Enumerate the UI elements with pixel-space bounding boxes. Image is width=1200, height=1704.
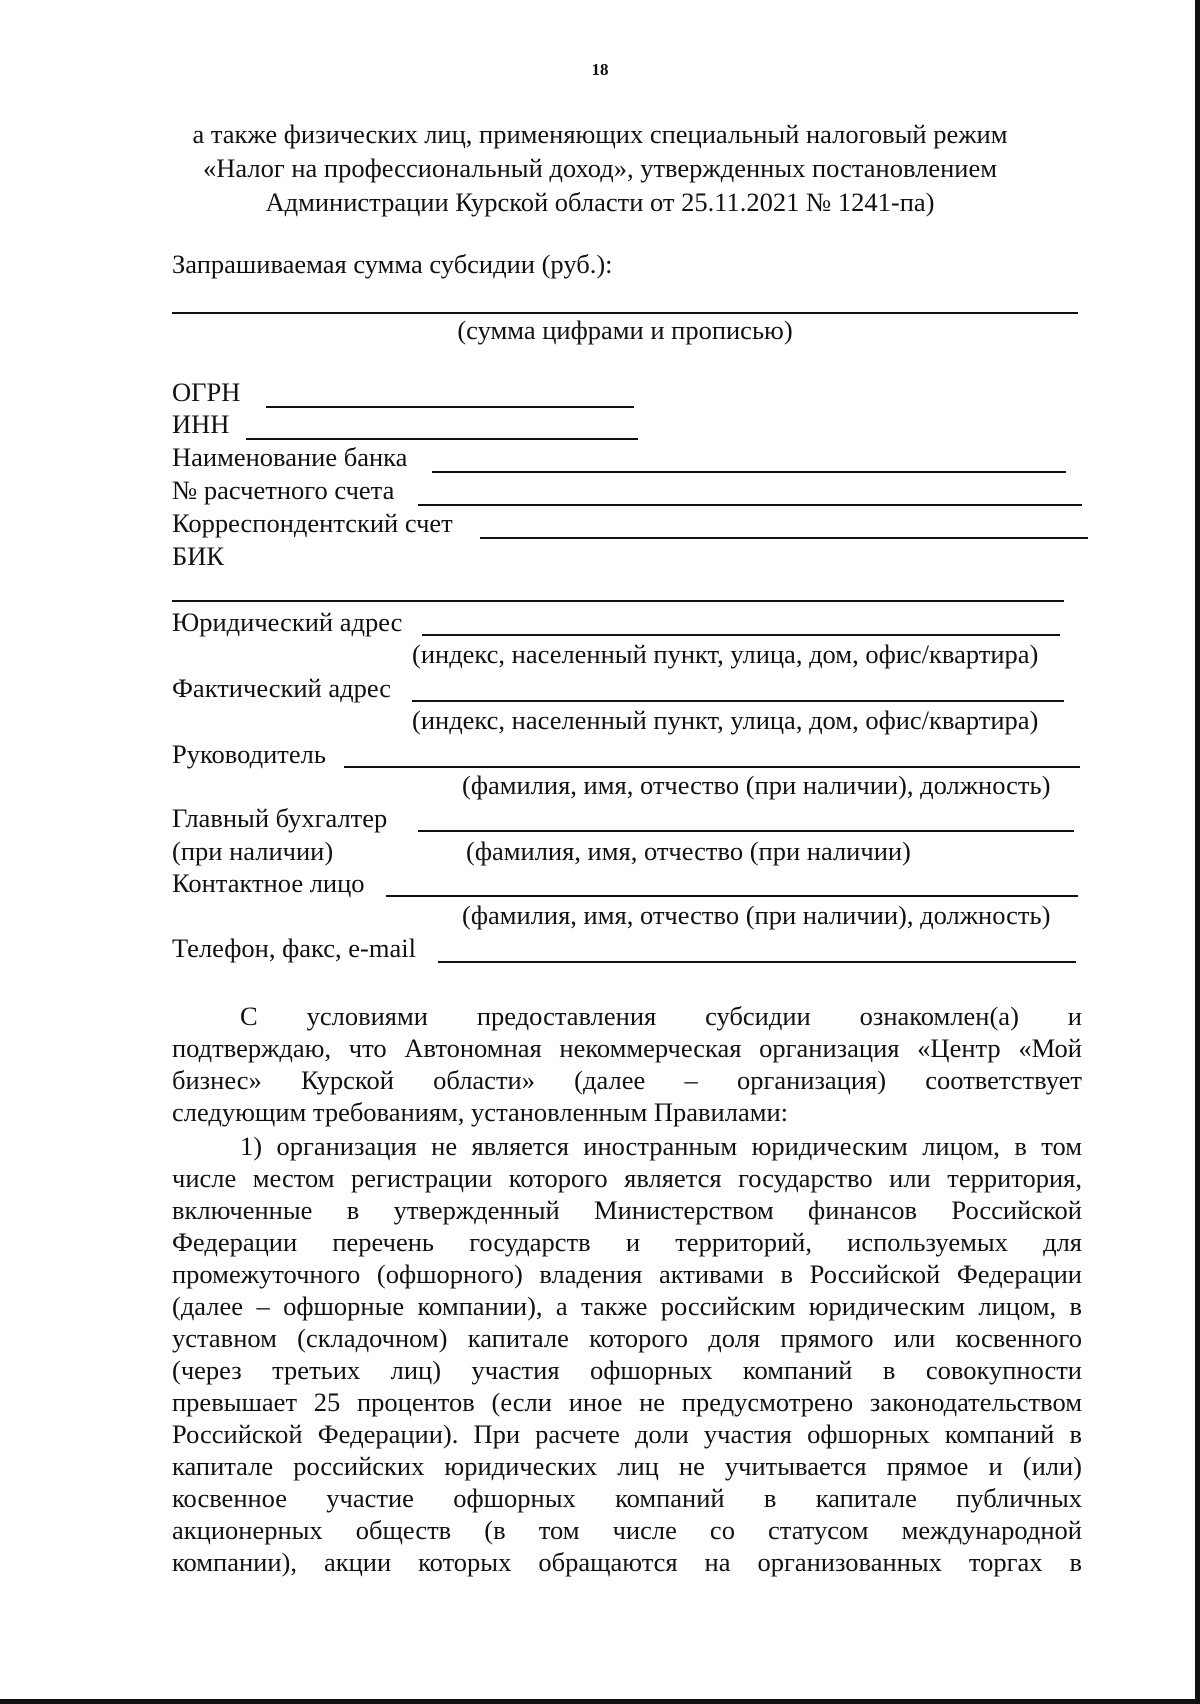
scan-border-right [1195,0,1200,1704]
text-line: Федерации перечень государств и территорий, используемых для [172,1227,1082,1257]
text-line: подтверждаю, что Автономная некоммерческая организация «Центр «Мой [172,1033,1082,1063]
heading-line-3: Администрации Курской области от 25.11.2021 № 1241-па) [265,187,935,217]
accountant-field[interactable] [418,830,1074,832]
text-line: следующим требованиям, установленным Правилами: [172,1097,789,1127]
legal-address-label: Юридический адрес [172,607,403,637]
account-field[interactable] [418,504,1082,506]
heading-line-1: а также физических лиц, применяющих специальный налоговый режим [192,119,1008,149]
heading-line-2: «Налог на профессиональный доход», утвержденных постановлением [202,153,997,183]
contact-hint: (фамилия, имя, отчество (при наличии), должность) [462,900,1051,930]
bik-label: БИК [172,541,225,571]
page-number: 18 [591,60,609,79]
text-line: (через третьих лиц) участия офшорных компаний в совокупности [172,1355,1082,1385]
text-line: 1) организация не является иностранным юридическим лицом, в том [240,1131,1082,1161]
actual-address-hint: (индекс, населенный пункт, улица, дом, офис/квартира) [412,705,1039,735]
account-label: № расчетного счета [172,475,395,505]
ogrn-field[interactable] [266,406,634,408]
paragraph-conditions [172,1000,1082,1128]
text-line: уставном (складочном) капитале которого доля прямого или косвенного [172,1323,1082,1353]
phone-label: Телефон, факс, e-mail [172,933,416,963]
text-line: (далее – офшорные компании), а также российским юридическим лицом, в [172,1291,1082,1321]
bik-field[interactable] [172,600,1064,602]
head-hint: (фамилия, имя, отчество (при наличии), должность) [462,770,1051,800]
bank-name-label: Наименование банка [172,442,408,472]
accountant-hint: (фамилия, имя, отчество (при наличии) [466,836,911,866]
accountant-sublabel: (при наличии) [172,836,334,866]
head-label: Руководитель [172,739,326,769]
subsidy-amount-hint: (сумма цифрами и прописью) [457,315,793,345]
text-line: превышает 25 процентов (если иное не предусмотрено законодательством [172,1387,1082,1417]
inn-field[interactable] [246,438,638,440]
actual-address-label: Фактический адрес [172,673,392,703]
text-line: бизнес» Курской области» (далее – организация) соответствует [172,1065,1082,1095]
ogrn-label: ОГРН [172,377,241,407]
accountant-label: Главный бухгалтер [172,803,388,833]
subsidy-amount-label: Запрашиваемая сумма субсидии (руб.): [172,249,613,279]
corr-account-label: Корреспондентский счет [172,508,453,538]
head-field[interactable] [344,766,1080,768]
text-line: Российской Федерации). При расчете доли участия офшорных компаний в [172,1419,1082,1449]
text-line: капитале российских юридических лиц не учитывается прямое и (или) [172,1451,1082,1481]
legal-address-hint: (индекс, населенный пункт, улица, дом, офис/квартира) [412,639,1039,669]
phone-field[interactable] [438,961,1076,963]
scan-border-bottom [0,1699,1200,1704]
inn-label: ИНН [172,409,230,439]
actual-address-field[interactable] [412,700,1064,702]
paragraph-requirement-1 [172,1130,1082,1578]
text-line: промежуточного (офшорного) владения активами в Российской Федерации [172,1259,1082,1289]
bank-name-field[interactable] [432,471,1066,473]
text-line: включенные в утвержденный Министерством финансов Российской [172,1195,1082,1225]
text-line: акционерных обществ (в том числе со статусом международной [172,1515,1082,1545]
contact-field[interactable] [386,895,1078,897]
text-line: числе местом регистрации которого является государство или территория, [172,1163,1082,1193]
text-line: компании), акции которых обращаются на организованных торгах в [172,1547,1082,1577]
legal-address-field[interactable] [422,634,1060,636]
text-line: С условиями предоставления субсидии ознакомлен(а) и [240,1001,1082,1031]
text-line: косвенное участие офшорных компаний в капитале публичных [172,1483,1082,1513]
contact-label: Контактное лицо [172,868,365,898]
corr-account-field[interactable] [480,537,1088,539]
